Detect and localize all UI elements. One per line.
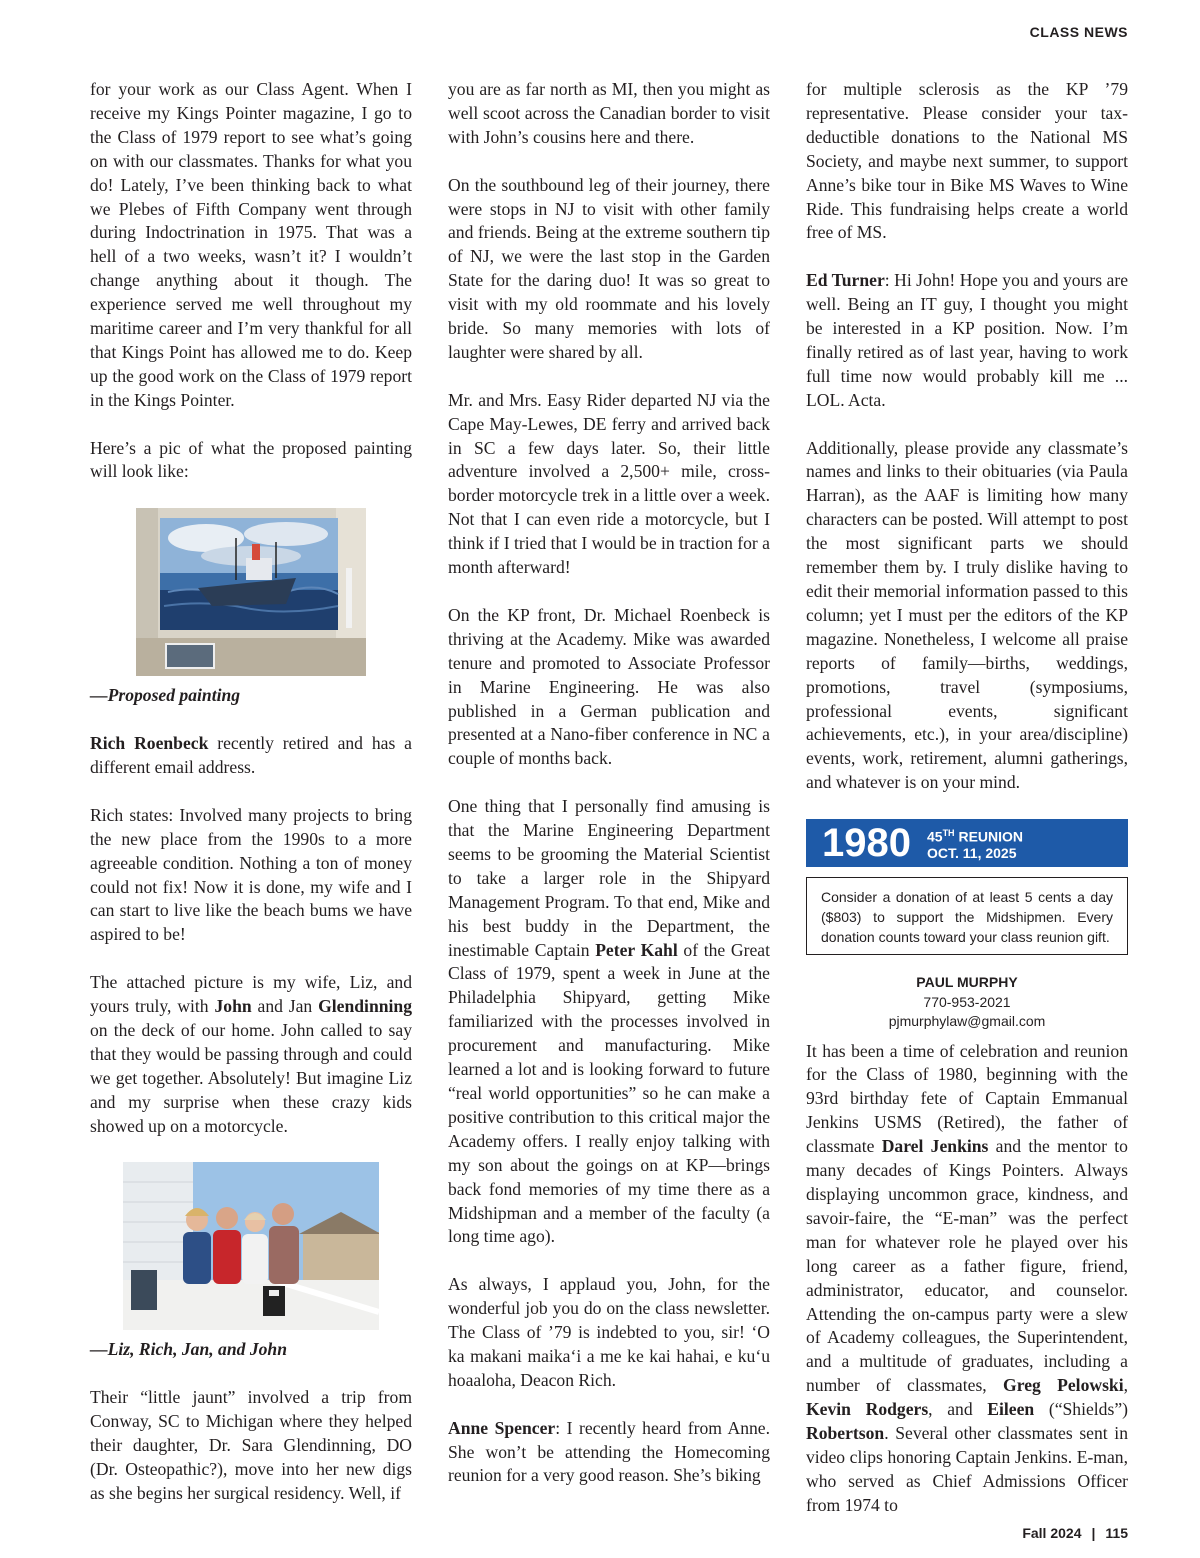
paragraph (90, 732, 412, 780)
proposed-painting-photo (136, 508, 366, 676)
paragraph-text: , (1123, 1375, 1128, 1396)
reunion-word: REUNION (954, 828, 1024, 845)
paragraph (448, 795, 770, 1249)
paragraph-text: . Several other classmates sent in video clips honoring Captain Jenkins. E-man, who served as Chief Admissions Officer from 1974 to (806, 1423, 1128, 1515)
paragraph-text: It has been a time of celebration and reunion for the Class of 1980, beginning with the 93rd birthday fete of Captain Emmanual Jenkins USMS (Retired), the father of classmate (806, 1040, 1128, 1157)
class-year: 1980 (822, 821, 911, 866)
classmate-name: Robertson (806, 1423, 885, 1444)
classmate-name: Peter Kahl (595, 939, 678, 960)
reunion-info (927, 825, 1023, 861)
classmate-name: Kevin Rodgers (806, 1399, 929, 1420)
paragraph-text: and Jan (251, 996, 319, 1017)
page-footer (1022, 1525, 1128, 1541)
paragraph: for your work as our Class Agent. When I receive my Kings Pointer magazine, I go to the Class of 1979 report to see what’s going on with our classmates. Thanks for what you do! Lately, I’ve been thinking back to what we Plebes of Fifth Company went through during Indoctrination in 1975. That was a hell of a two weeks, wasn’t it? I wouldn’t change anything about it though. The experience served me well throughout my maritime career and I’m very thankful for all that Kings Point has allowed me to do. Keep up the good work on the Class of 1979 report in the Kings Pointer. (90, 79, 412, 410)
classmate-name: Rich Roenbeck (90, 733, 209, 754)
paragraph (806, 269, 1128, 412)
photo-caption: —Liz, Rich, Jan, and John (90, 1339, 288, 1360)
paragraph (448, 1417, 770, 1489)
column-3 (806, 78, 1128, 1518)
paragraph-text: One thing that I personally find amusing is that the Marine Engineering Department seems to be grooming the Material Scientist to take a larger role in the Shipyard Management Program. To that end, Mike and his best buddy in the Department, the inestimable Captain (448, 796, 770, 960)
class-year-banner (806, 819, 1128, 867)
issue-label: Fall 2024 (1022, 1525, 1082, 1541)
paragraph: Rich states: Involved many projects to bring the new place from the 1990s to a more agreeable condition. Nothing a ton of money could not fix! Now it is done, my wife and I can start to live like the beach bums we have aspired to be! (90, 804, 412, 945)
paragraph: On the KP front, Dr. Michael Roenbeck is thriving at the Academy. Mike was awarded tenure and promoted to Associate Professor in Marine Engineering. He was also published in a German publication and presented at a Nano-fiber conference in NC a couple of months back. (448, 604, 770, 769)
paragraph-text: The attached picture is my wife, Liz, and yours truly, with (90, 972, 412, 1017)
classmate-name: Darel Jenkins (881, 1136, 989, 1157)
paragraph-text: : Hi John! Hope you and yours are well. Being an IT guy, I thought you might be interested in a KP position. Now. I’m finally retired as of last year, having to work full time now would probably kill me ... LOL. Acta. (806, 270, 1129, 410)
paragraph-text: on the deck of our home. John called to say that they would be passing through and could we get together. Absolutely! But imagine Liz and my surprise when these crazy kids showed up on a motorcycle. (90, 1019, 412, 1136)
classmate-name: Glendinning (318, 996, 412, 1017)
section-label: CLASS NEWS (1029, 24, 1128, 40)
paragraph: Their “little jaunt” involved a trip from Conway, SC to Michigan where they helped their daughter, Dr. Sara Glendinning, DO (Dr. Osteopathic?), move into her new digs as she begins her surgical residency. Well, if (90, 1387, 412, 1503)
paragraph: As always, I applaud you, John, for the wonderful job you do on the class newsletter. The Class of ’79 is indebted to you, sir! ‘O ka makani maika‘i a me ke kai hahai, e ku‘u hoaaloha, Deacon Rich. (448, 1274, 770, 1390)
paragraph-text: recently retired and has a different email address. (90, 733, 412, 777)
paragraph: Additionally, please provide any classmate’s names and links to their obituaries (via Paula Harran), as the AAF is limiting how many characters can be posted. Will attempt to post the most significant parts we should remember them by. I truly dislike having to edit their memorial information passed to this column; yet I must per the editors of the KP magazine. Nonetheless, I welcome all praise reports of family—births, weddings, promotions, travel (symposiums, professional events, significant achievements, etc.), in your area/discipline) events, work, retirement, alumni gatherings, and whatever is on your mind. (806, 437, 1128, 793)
column-1 (90, 78, 412, 1506)
reunion-date: OCT. 11, 2025 (926, 844, 1017, 861)
paragraph-text: of the Great Class of 1979, spent a week in June at the Philadelphia Shipyard, getting Mike familiarized with the processes involved in procurement and manufacturing. Mike learned a lot and is looking forward to future “real world opportunities” so he can make a positive contribution to this critical major the Academy offers. I really enjoy talking with my son about the goings on at KP—brings back fond memories of my time there as a Midshipman and a member of the faculty (a long time ago). (448, 939, 770, 1247)
paragraph-text: and the mentor to many decades of Kings Pointers. Always displaying uncommon grace, kindness, and savoir-faire, the “E-man” was the perfect man for whatever role he played over his long career as a father figure, friend, administrator, educator, and counselor. Attending the on-campus party were a slew of Academy colleagues, the Superintendent, and a multitude of graduates, including a number of classmates, (806, 1136, 1128, 1396)
footer-separator: | (1091, 1525, 1096, 1541)
classmate-name: Ed Turner (806, 270, 885, 291)
classmate-name: Eileen (987, 1399, 1035, 1420)
paragraph (90, 971, 412, 1138)
reunion-label (927, 825, 1023, 845)
paragraph (806, 1040, 1128, 1518)
paragraph: Here’s a pic of what the proposed painting will look like: (90, 437, 412, 482)
classmate-name: Anne Spencer (448, 1417, 556, 1438)
classmate-name: Greg Pelowski (1003, 1375, 1124, 1396)
paragraph-text: , and (928, 1399, 988, 1420)
paragraph-text: : I recently heard from Anne. She won’t be attending the Homecoming reunion for a very good reason. She’s biking (448, 1417, 771, 1486)
donation-box: Consider a donation of at least 5 cents a day ($803) to support the Midshipmen. Every donation counts toward your class reunion gift. (806, 877, 1128, 955)
reunion-ordinal: TH (942, 828, 955, 839)
classmate-name: John (214, 996, 252, 1017)
paragraph: Mr. and Mrs. Easy Rider departed NJ via the Cape May-Lewes, DE ferry and arrived back in SC a few days later. So, their little adventure involved a 2,500+ mile, cross-border motorcycle trek in a little over a week. Not that I can even ride a motorcycle, but I think if I tried that I would be in traction for a month afterward! (448, 389, 770, 578)
page-number: 115 (1105, 1525, 1128, 1541)
reunion-number: 45 (926, 828, 943, 845)
contact-name: PAUL MURPHY (916, 974, 1018, 991)
paragraph-text: (“Shields”) (1034, 1399, 1128, 1420)
paragraph: you are as far north as MI, then you might as well scoot across the Canadian border to visit with John’s cousins here and there. (448, 79, 770, 147)
column-2 (448, 78, 770, 1488)
contact-email[interactable]: pjmurphylaw@gmail.com (888, 1013, 1046, 1030)
paragraph: for multiple sclerosis as the KP ’79 representative. Please consider your tax-deductible donations to the National MS Society, and maybe next summer, to support Anne’s bike tour in Bike MS Waves to Wine Ride. This fundraising helps create a world free of MS. (806, 79, 1128, 243)
contact-phone: 770-953-2021 (923, 993, 1011, 1010)
photo-caption: —Proposed painting (90, 685, 241, 706)
group-photo (123, 1162, 379, 1330)
class-agent-contact (806, 973, 1128, 1032)
paragraph: On the southbound leg of their journey, there were stops in NJ to visit with other family and friends. Being at the extreme southern tip of NJ, we were the last stop in the Garden State for the daring duo! It was so great to visit with my old roommate and his lovely bride. So many memories with lots of laughter were shared by all. (448, 174, 770, 362)
